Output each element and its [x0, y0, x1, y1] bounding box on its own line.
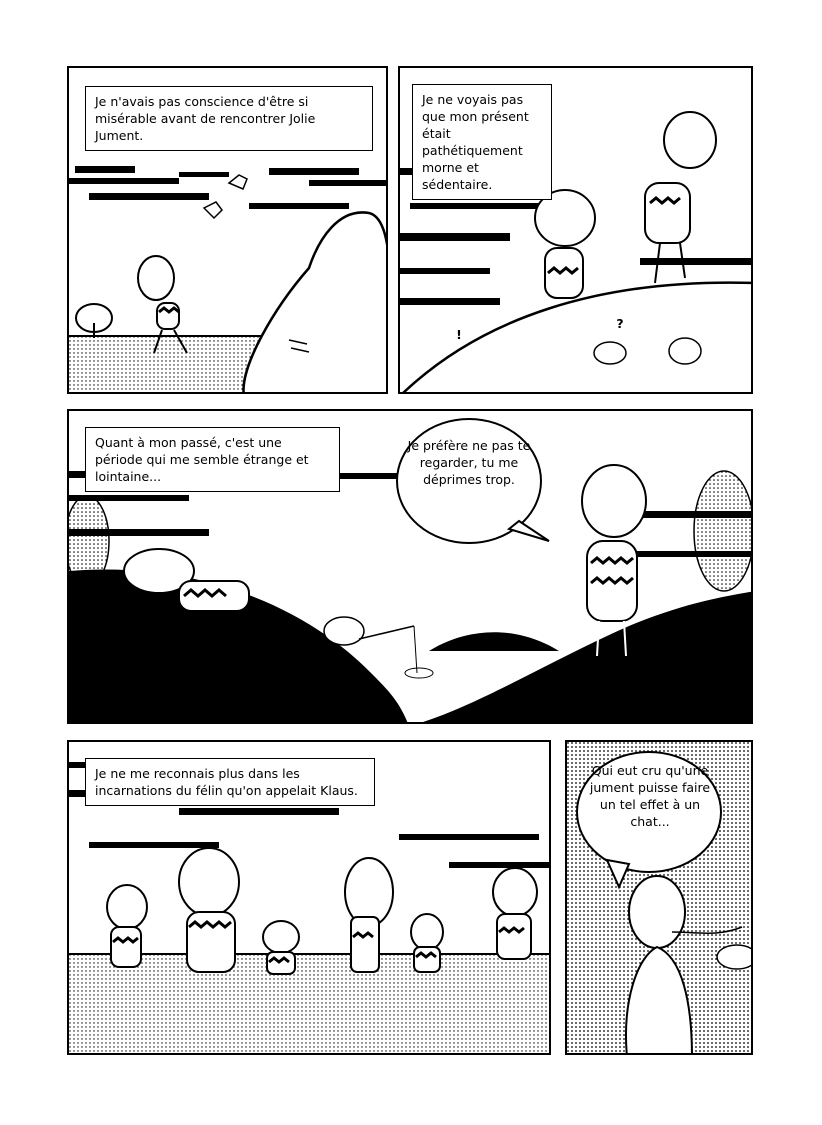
panel-5-balloon: Qui eut cru qu'une jument puisse faire un tel effet à un chat... — [589, 763, 711, 829]
panel-2-caption: Je ne voyais pas que mon présent était pathétiquement morne et sédentaire. — [412, 84, 552, 200]
panel-4 — [67, 740, 551, 1055]
panel-3-caption: Quant à mon passé, c'est une période qui me semble étrange et lointaine... — [85, 427, 340, 492]
panel-2-sfx-question: ? — [616, 316, 624, 331]
panel-1-caption: Je n'avais pas conscience d'être si misérable avant de rencontrer Jolie Jument. — [85, 86, 373, 151]
panel-5 — [565, 740, 753, 1055]
panel-1 — [67, 66, 388, 394]
panel-2 — [398, 66, 753, 394]
panel-2-sfx-exclaim: ! — [456, 327, 462, 342]
panel-4-caption: Je ne me reconnais plus dans les incarnations du félin qu'on appelait Klaus. — [85, 758, 375, 806]
panel-3 — [67, 409, 753, 724]
panel-3-balloon: Je préfère ne pas te regarder, tu me déprimes trop. — [407, 438, 531, 487]
